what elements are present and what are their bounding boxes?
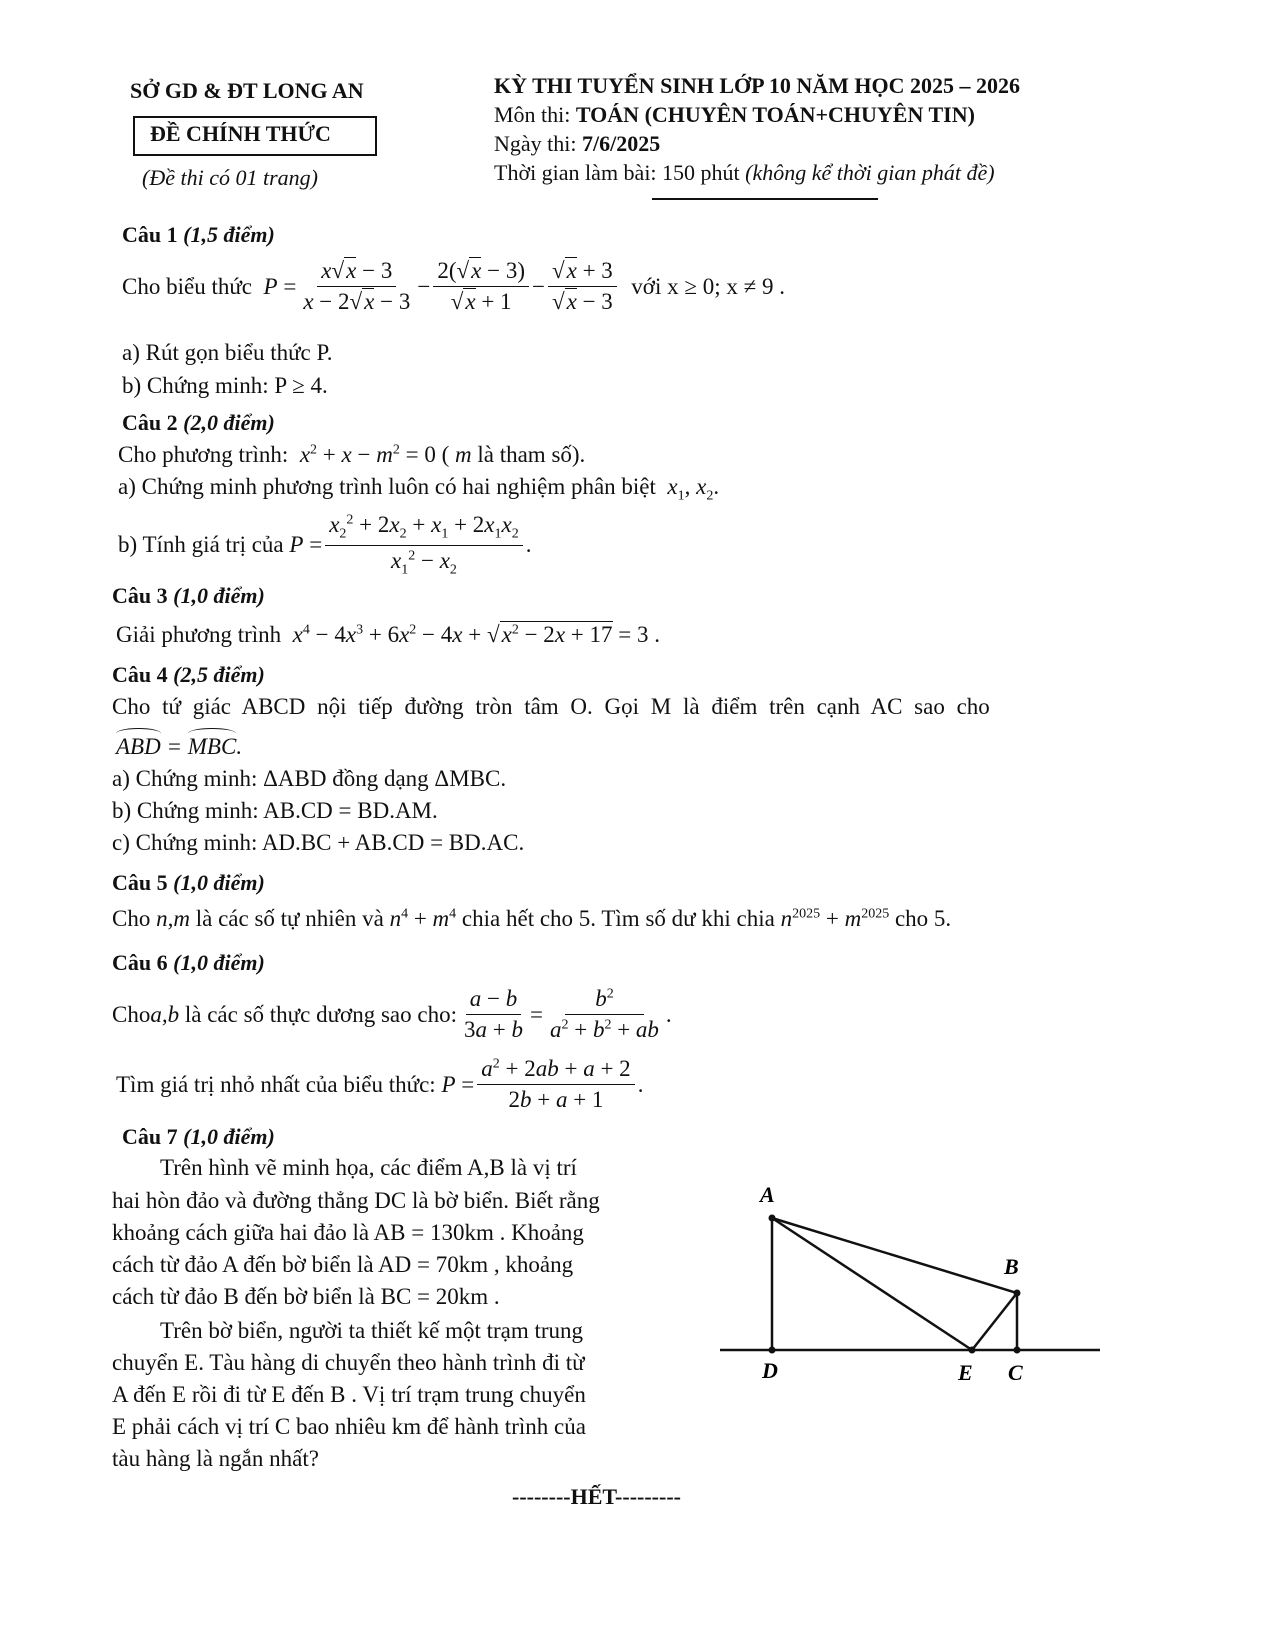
q7-line-10: tàu hàng là ngắn nhất? bbox=[112, 1446, 319, 1471]
q7-line-3: khoảng cách giữa hai đảo là AB = 130km . Khoảng bbox=[112, 1220, 584, 1245]
q1-part-b: b) Chứng minh: P ≥ 4. bbox=[122, 373, 328, 398]
label-A: A bbox=[760, 1182, 775, 1207]
q6-condition: Cho a,b là các số thực dương sao cho: $\frac{a - b}{3a + b}$ = $\frac{b^2}{a^2 + b^2 + ab}$ . bbox=[112, 986, 672, 1042]
subject-line: Môn thi: TOÁN (CHUYÊN TOÁN+CHUYÊN TIN) bbox=[494, 102, 975, 127]
q3-title: Câu 3 (1,0 điểm) bbox=[112, 583, 265, 608]
q3-equation: Giải phương trình $x^4 - 4x^3 + 6x^2 - 4x + √x^2 - 2x + 17 = 3$ . bbox=[116, 622, 660, 647]
q7-line-9: E phải cách vị trí C bao nhiêu km để hành trình của bbox=[112, 1414, 586, 1439]
official-label: ĐỀ CHÍNH THỨC bbox=[150, 121, 331, 146]
q7-title: Câu 7 (1,0 điểm) bbox=[122, 1124, 275, 1149]
segment-AE bbox=[772, 1218, 972, 1350]
q1-title: Câu 1 (1,5 điểm) bbox=[122, 222, 275, 247]
label-B: B bbox=[1004, 1254, 1019, 1279]
header-underline bbox=[652, 198, 878, 200]
q6-title: Câu 6 (1,0 điểm) bbox=[112, 950, 265, 975]
q4-statement: Cho tứ giác ABCD nội tiếp đường tròn tâm O. Gọi M là điểm trên cạnh AC sao cho bbox=[112, 694, 990, 719]
pages-note: (Đề thi có 01 trang) bbox=[142, 165, 318, 190]
label-C: C bbox=[1008, 1360, 1023, 1385]
point-D bbox=[769, 1347, 776, 1354]
q4-part-a: a) Chứng minh: ΔABD đồng dạng ΔMBC. bbox=[112, 766, 507, 791]
q7-line-7: chuyển E. Tàu hàng di chuyển theo hành trình đi từ bbox=[112, 1350, 585, 1375]
end-marker: --------HẾT--------- bbox=[512, 1484, 681, 1509]
department: SỞ GD & ĐT LONG AN bbox=[130, 78, 364, 103]
q4-angle-condition: ABD = MBC. bbox=[116, 734, 243, 759]
point-B bbox=[1014, 1290, 1021, 1297]
point-E bbox=[969, 1347, 976, 1354]
q7-line-1: Trên hình vẽ minh họa, các điểm A,B là vị trí bbox=[160, 1155, 577, 1180]
q7-line-8: A đến E rồi đi từ E đến B . Vị trí trạm trung chuyển bbox=[112, 1382, 586, 1407]
q2-part-a: a) Chứng minh phương trình luôn có hai nghiệm phân biệt $x_1$, $x_2$. bbox=[118, 474, 720, 504]
date-line: Ngày thi: 7/6/2025 bbox=[494, 131, 661, 156]
q2-part-b: b) Tính giá trị của P = $\frac{x_2^2 + 2x_2 + x_1 + 2x_1x_2}{x_1^2 - x_2}$ . bbox=[118, 512, 532, 578]
q5-statement: Cho n,m là các số tự nhiên và $n^4 + m^4$ chia hết cho 5. Tìm số dư khi chia $n^{2025} + m^{2025}$ cho 5. bbox=[112, 906, 952, 931]
point-A bbox=[769, 1215, 776, 1222]
time-line: Thời gian làm bài: 150 phút (không kể thời gian phát đề) bbox=[494, 160, 995, 185]
q4-title: Câu 4 (2,5 điểm) bbox=[112, 662, 265, 687]
q1-part-a: a) Rút gọn biểu thức P. bbox=[122, 340, 333, 365]
q6-expression: Tìm giá trị nhỏ nhất của biểu thức: P = $\frac{a^2 + 2ab + a + 2}{2b + a + 1}$ . bbox=[116, 1056, 644, 1112]
q1-expression: Cho biểu thức P = $\frac{x√x - 3}{x - 2√x - 3}$ − $\frac{2(√x - 3)}{√x + 1}$ − $\frac{√x + 3}{√x - 3}$ với x ≥ 0; x ≠ 9 . bbox=[122, 258, 785, 314]
exam-title: KỲ THI TUYỂN SINH LỚP 10 NĂM HỌC 2025 – 2026 bbox=[494, 73, 1021, 98]
q2-title: Câu 2 (2,0 điểm) bbox=[122, 410, 275, 435]
q7-line-2: hai hòn đảo và đường thẳng DC là bờ biển. Biết rằng bbox=[112, 1188, 600, 1213]
q7-line-4: cách từ đảo A đến bờ biển là AD = 70km , khoảng bbox=[112, 1252, 574, 1277]
q5-title: Câu 5 (1,0 điểm) bbox=[112, 870, 265, 895]
q7-line-5: cách từ đảo B đến bờ biển là BC = 20km . bbox=[112, 1284, 500, 1309]
label-E: E bbox=[958, 1360, 973, 1385]
point-C bbox=[1014, 1347, 1021, 1354]
segment-EB bbox=[972, 1293, 1017, 1350]
label-D: D bbox=[762, 1358, 778, 1383]
q2-equation: Cho phương trình: $x^2 + x - m^2 = 0$ ( m là tham số). bbox=[118, 442, 586, 467]
q4-part-c: c) Chứng minh: AD.BC + AB.CD = BD.AC. bbox=[112, 830, 525, 855]
q7-figure bbox=[720, 1180, 1120, 1420]
segment-AB bbox=[772, 1218, 1017, 1293]
q4-part-b: b) Chứng minh: AB.CD = BD.AM. bbox=[112, 798, 438, 823]
q7-line-6: Trên bờ biển, người ta thiết kế một trạm trung bbox=[160, 1318, 584, 1343]
